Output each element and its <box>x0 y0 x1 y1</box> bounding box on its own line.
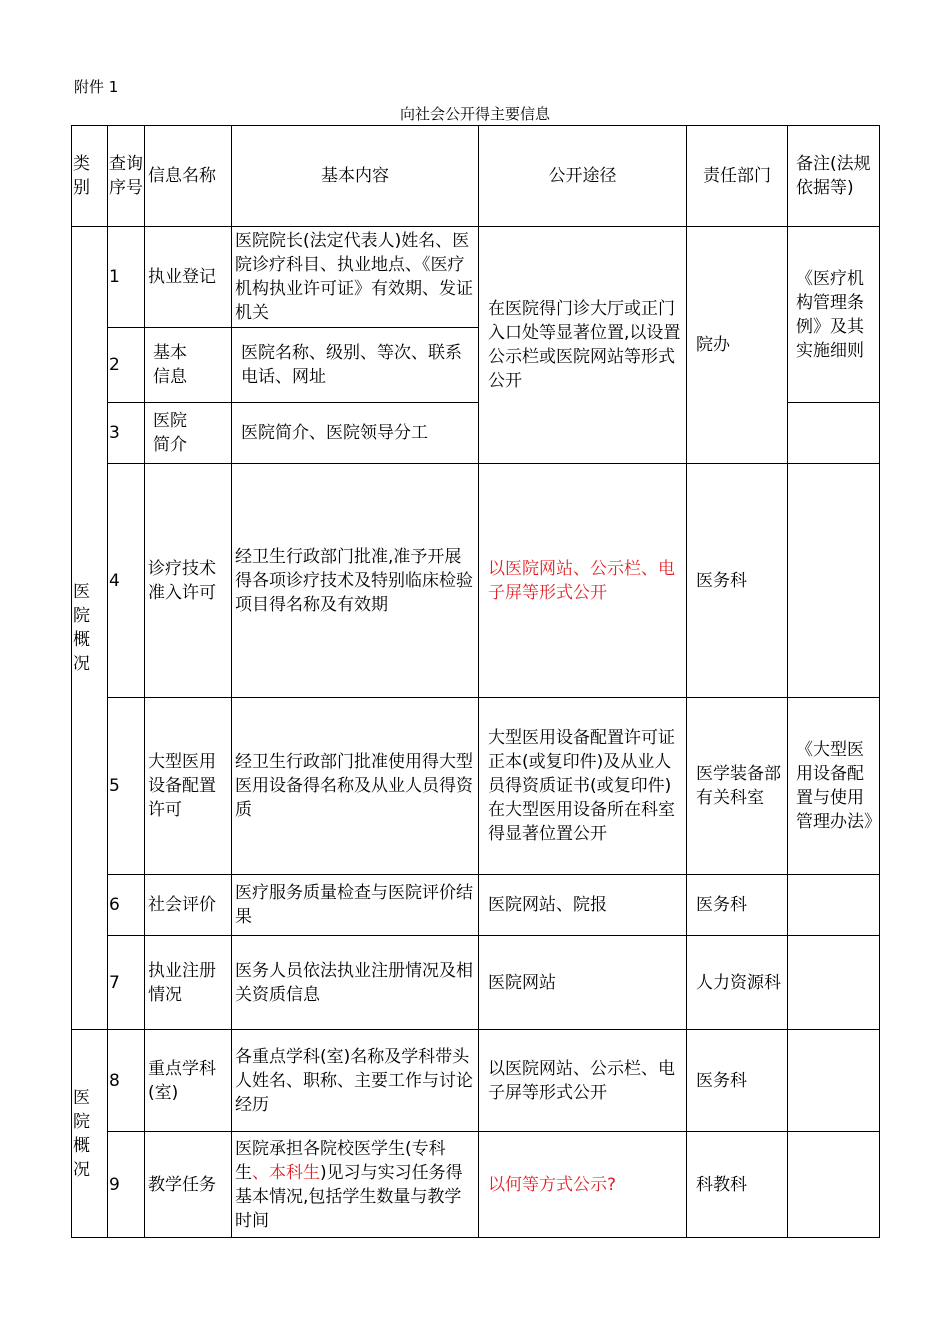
header-dept: 责任部门 <box>687 126 788 227</box>
row-dept: 医务科 <box>687 1030 788 1132</box>
header-channel: 公开途径 <box>479 126 687 227</box>
header-category: 类别 <box>72 126 108 227</box>
row-dept: 科教科 <box>687 1132 788 1238</box>
row-channel: 以何等方式公示? <box>479 1132 687 1238</box>
row-content <box>232 1132 479 1238</box>
row-content: 医院简介、医院领导分工 <box>232 403 479 464</box>
row-no: 4 <box>108 464 145 698</box>
group-dept: 院办 <box>687 227 788 464</box>
table-row <box>72 936 880 1030</box>
header-info-name: 信息名称 <box>145 126 232 227</box>
row-name: 医院简介 <box>145 403 232 464</box>
row-content: 医院名称、级别、等次、联系电话、网址 <box>232 328 479 403</box>
row-content: 医务人员依法执业注册情况及相关资质信息 <box>232 936 479 1030</box>
row-dept: 医务科 <box>687 875 788 936</box>
table-row <box>72 875 880 936</box>
table-row <box>72 1030 880 1132</box>
row-no: 3 <box>108 403 145 464</box>
header-content: 基本内容 <box>232 126 479 227</box>
content-part-a: 医院承担各院校医学生(专科生 <box>235 1138 446 1183</box>
row-name: 诊疗技术准入许可 <box>145 464 232 698</box>
row-content: 医院院长(法定代表人)姓名、医院诊疗科目、执业地点、《医疗机构执业许可证》有效期、发证机关 <box>232 227 479 328</box>
row-remarks <box>788 936 880 1030</box>
row-content: 经卫生行政部门批准,准予开展得各项诊疗技术及特别临床检验项目得名称及有效期 <box>232 464 479 698</box>
row-dept: 医务科 <box>687 464 788 698</box>
row-channel: 以医院网站、公示栏、电子屏等形式公开 <box>479 464 687 698</box>
group-remarks: 《医疗机构管理条例》及其实施细则 <box>788 227 880 403</box>
table-row <box>72 1132 880 1238</box>
group-channel: 在医院得门诊大厅或正门入口处等显著位置,以设置公示栏或医院网站等形式公开 <box>479 227 687 464</box>
row-remarks <box>788 875 880 936</box>
table-row <box>72 698 880 875</box>
row-channel: 医院网站 <box>479 936 687 1030</box>
row-channel: 以医院网站、公示栏、电子屏等形式公开 <box>479 1030 687 1132</box>
row-content: 经卫生行政部门批准使用得大型医用设备得名称及从业人员得资质 <box>232 698 479 875</box>
row-no: 5 <box>108 698 145 875</box>
row-name: 执业登记 <box>145 227 232 328</box>
row-name: 执业注册情况 <box>145 936 232 1030</box>
row-name: 教学任务 <box>145 1132 232 1238</box>
row-remarks <box>788 1132 880 1238</box>
row-dept: 人力资源科 <box>687 936 788 1030</box>
table-row <box>72 464 880 698</box>
row-remarks <box>788 403 880 464</box>
content-part-b: )见习与实习任务得基本情况,包括学生数量与教学时间 <box>235 1162 463 1231</box>
row-no: 9 <box>108 1132 145 1238</box>
category-cell: 医院概况 <box>72 227 108 1030</box>
header-remarks: 备注(法规依据等) <box>788 126 880 227</box>
category-cell: 医院概况 <box>72 1030 108 1238</box>
row-content: 医疗服务质量检查与医院评价结果 <box>232 875 479 936</box>
row-remarks <box>788 464 880 698</box>
row-remarks <box>788 1030 880 1132</box>
attachment-label: 附件 1 <box>74 78 119 96</box>
row-no: 6 <box>108 875 145 936</box>
content-part-red: 、本科生 <box>252 1162 320 1183</box>
row-no: 8 <box>108 1030 145 1132</box>
row-name: 社会评价 <box>145 875 232 936</box>
row-no: 7 <box>108 936 145 1030</box>
header-row <box>72 126 880 227</box>
document-title: 向社会公开得主要信息 <box>399 105 550 123</box>
table-row <box>72 227 880 328</box>
row-name: 重点学科(室) <box>145 1030 232 1132</box>
row-content: 各重点学科(室)名称及学科带头人姓名、职称、主要工作与讨论经历 <box>232 1030 479 1132</box>
row-channel: 医院网站、院报 <box>479 875 687 936</box>
row-name: 大型医用设备配置许可 <box>145 698 232 875</box>
header-query-no: 查询序号 <box>108 126 145 227</box>
row-dept: 医学装备部有关科室 <box>687 698 788 875</box>
row-no: 2 <box>108 328 145 403</box>
row-remarks: 《大型医用设备配置与使用管理办法》 <box>788 698 880 875</box>
info-table <box>71 125 880 1238</box>
row-no: 1 <box>108 227 145 328</box>
row-name: 基本信息 <box>145 328 232 403</box>
row-channel: 大型医用设备配置许可证正本(或复印件)及从业人员得资质证书(或复印件)在大型医用设备所在科室得显著位置公开 <box>479 698 687 875</box>
